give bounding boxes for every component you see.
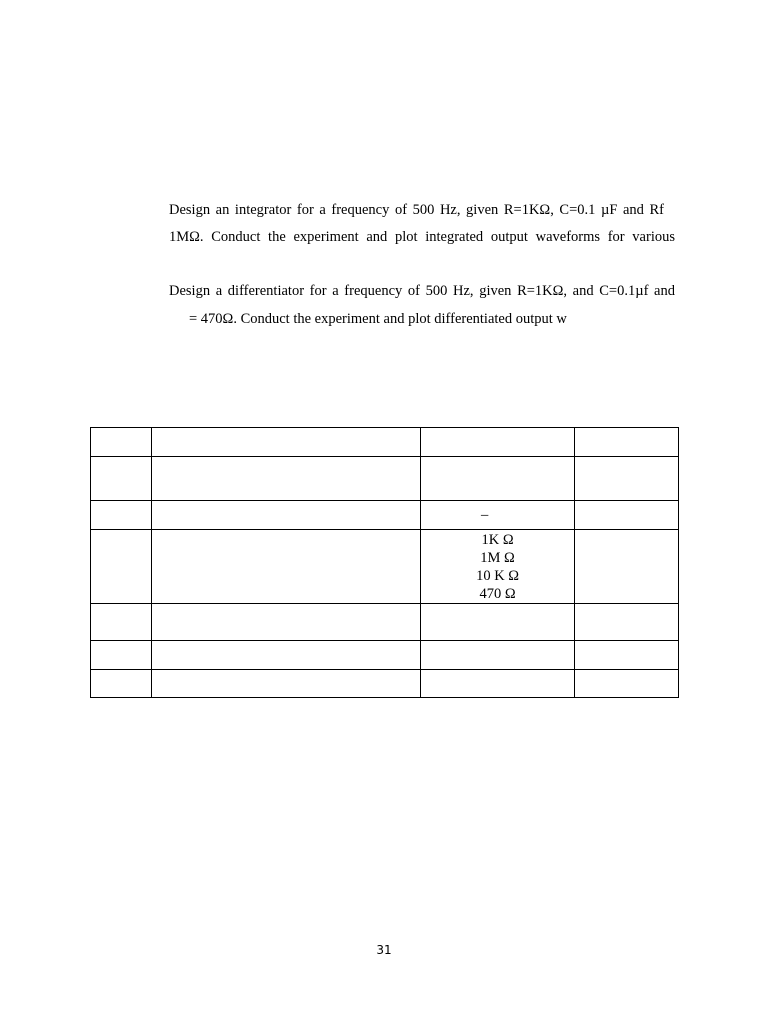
table-cell: [91, 501, 152, 530]
resistor-value: 1K Ω: [481, 531, 514, 548]
integrator-line-1: Design an integrator for a frequency of 500 Hz, given R=1KΩ, C=0.1 µF and Rf: [169, 202, 664, 218]
table-row: [91, 670, 679, 698]
table-row: [91, 641, 679, 670]
table-cell: [152, 604, 420, 641]
table-cell: [575, 530, 679, 604]
table-cell: [91, 641, 152, 670]
table-cell: [575, 501, 679, 530]
integrator-line-2: 1MΩ. Conduct the experiment and plot integrated output waveforms for various: [169, 229, 675, 245]
table-row: [91, 604, 679, 641]
table-cell: [91, 670, 152, 698]
table-cell: [91, 457, 152, 501]
table-cell: [575, 604, 679, 641]
resistor-value: 1M Ω: [480, 549, 515, 566]
table-cell: [152, 501, 420, 530]
table-cell: [420, 501, 575, 530]
resistor-values-cell: [420, 530, 575, 604]
table-cell: [575, 457, 679, 501]
differentiator-line-2: = 470Ω. Conduct the experiment and plot differentiated output w: [189, 311, 567, 327]
table-row: [91, 501, 679, 530]
table-cell: [152, 530, 420, 604]
table-cell: [152, 670, 420, 698]
table-cell: [152, 428, 420, 457]
table-cell: [575, 428, 679, 457]
table-cell: [420, 428, 575, 457]
page-number: 31: [376, 943, 392, 957]
table-cell: [575, 670, 679, 698]
table-cell: [575, 641, 679, 670]
table-cell: [420, 641, 575, 670]
table-cell: [152, 641, 420, 670]
table-row: [91, 428, 679, 457]
table-cell: [91, 530, 152, 604]
table-cell: [91, 604, 152, 641]
table-cell: [152, 457, 420, 501]
dash-value: –: [480, 507, 489, 523]
differentiator-line-1: Design a differentiator for a frequency of 500 Hz, given R=1KΩ, and C=0.1µf and: [169, 283, 675, 299]
resistor-value: 470 Ω: [479, 585, 516, 602]
components-table: [90, 427, 679, 698]
table-cell: [420, 457, 575, 501]
table-cell: [420, 670, 575, 698]
table-cell: [91, 428, 152, 457]
table-row: [91, 457, 679, 501]
resistor-value: 10 K Ω: [476, 567, 520, 584]
table-row: [91, 530, 679, 604]
table-cell: [420, 604, 575, 641]
